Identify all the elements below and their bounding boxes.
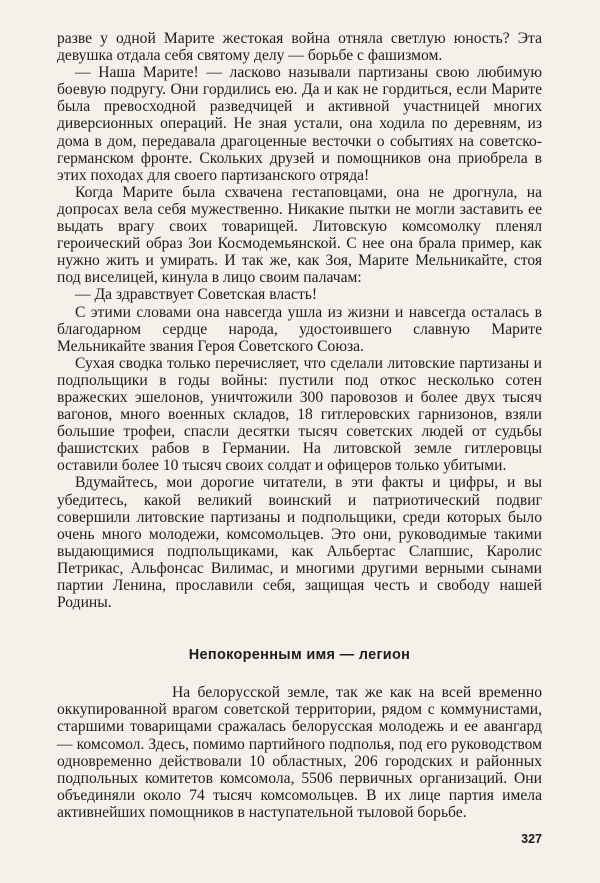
paragraph: На белорусской земле, так же как на всей временно оккупированной врагом советской территории, рядом с коммунистами, старшими товарищами сражалась белорусская молодежь и ее авангард — комсомол. Здесь, помимо партийного подполья, под его руководством одновременно действовали 10 областных, 206 городских и районных подпольных комитетов комсомола, 5506 первичных организаций. Они объединяли около 74 тысяч комсомольцев. В их лице партия имела активнейших помощников в наступательной тыловой борьбе.: [57, 684, 542, 821]
paragraph: — Наша Марите! — ласково называли партизаны свою любимую боевую подругу. Они гордились ею. Да и как не гордиться, если Марите была превосходной разведчицей и активной участницей многих диверсионных операций. Не зная устали, она ходила по деревням, из дома в дом, передавала драгоценные весточки о событиях на советско-германском фронте. Скольких друзей и помощников она приобрела в этих походах для своего партизанского отряда!: [57, 64, 542, 184]
paragraph: Когда Марите была схвачена гестаповцами, она не дрогнула, на допросах вела себя мужественно. Никакие пытки не могли заставить ее выдать врагу своих товарищей. Литовскую комсомолку пленял героический образ Зои Космодемьянской. С нее она брала пример, как нужно жить и умирать. И так же, как Зоя, Марите Мельникайте, стоя под виселицей, кинула в лицо своим палачам:: [57, 183, 542, 287]
paragraph: Вдумайтесь, мои дорогие читатели, в эти факты и цифры, и вы убедитесь, какой великий воинский и патриотический подвиг совершили литовские партизаны и подпольщики, среди которых было очень много молодежи, комсомольцев. Это они, руководимые такими выдающимися подпольщиками, как Альбертас Слапшис, Каролис Петрикас, Альфонсас Вилимас, и многими другими верными сынами партии Ленина, прославили себя, защищая честь и свободу нашей Родины.: [57, 474, 542, 612]
book-page: [57, 30, 542, 821]
paragraph: С этими словами она навсегда ушла из жизни и навсегда осталась в благодарном сердце народа, удостоившего славную Марите Мельникайте звания Героя Советского Союза.: [57, 303, 542, 355]
section-heading: Непокоренным имя — легион: [188, 647, 411, 664]
paragraph: — Да здравствует Советская власть!: [75, 286, 318, 304]
page-number: 327: [521, 832, 542, 846]
paragraph: Сухая сводка только перечисляет, что сделали литовские партизаны и подпольщики в годы войны: пустили под откос несколько сотен вражеских эшелонов, уничтожили 300 паровозов и более двух тысяч вагонов, много военных складов, 18 гитлеровских гарнизонов, взяли большие трофеи, спасли десятки тысяч советских людей от судьбы фашистских рабов в Германии. На литовской земле гитлеровцы оставили более 10 тысяч своих солдат и офицеров только убитыми.: [57, 354, 542, 475]
paragraph: разве у одной Марите жестокая война отняла светлую юность? Эта девушка отдала себя святому делу — борьбе с фашизмом.: [57, 30, 542, 65]
